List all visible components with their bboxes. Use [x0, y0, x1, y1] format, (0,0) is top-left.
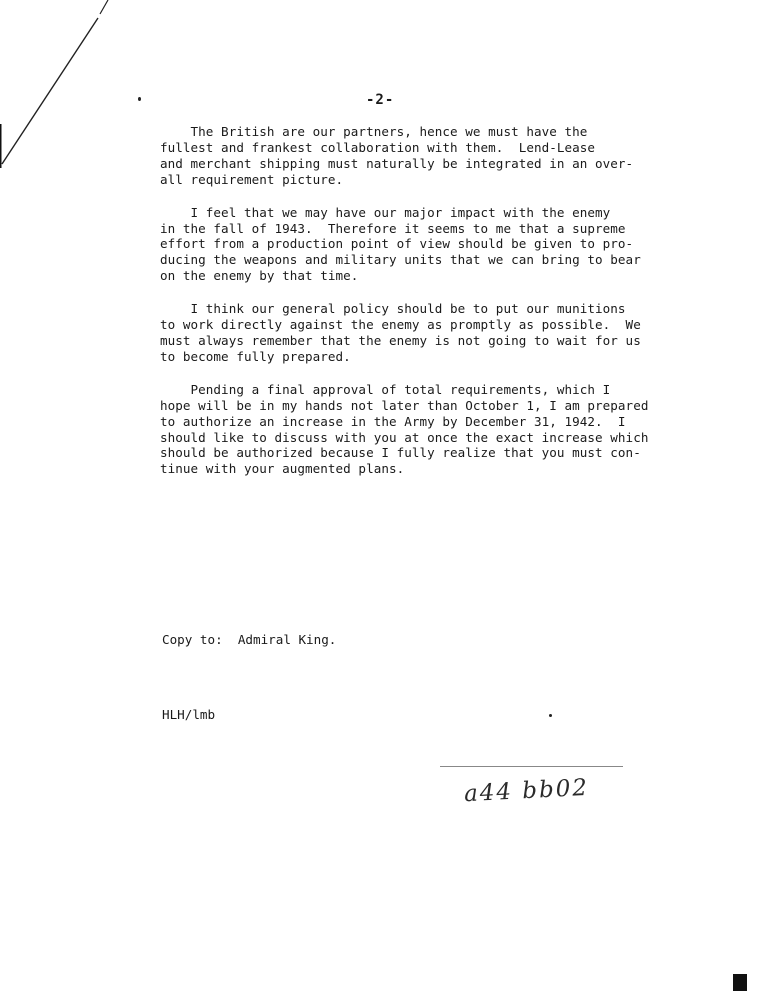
text-line: to authorize an increase in the Army by December 31, 1942. I	[160, 413, 626, 429]
paragraph	[160, 382, 660, 477]
text-line: and merchant shipping must naturally be integrated in an over-	[160, 155, 634, 171]
text-line: Pending a final approval of total requirements, which I	[160, 381, 611, 397]
handwritten-archive-number: a44 bb02	[463, 774, 590, 808]
text-line: on the enemy by that time.	[160, 268, 359, 284]
paragraph	[160, 301, 660, 365]
text-line: in the fall of 1943. Therefore it seems to me that a supreme	[160, 220, 626, 236]
text-line: I think our general policy should be to put our munitions	[160, 301, 626, 317]
text-line: fullest and frankest collaboration with them. Lend-Lease	[160, 139, 596, 155]
divider-line	[440, 766, 623, 767]
text-line: to work directly against the enemy as promptly as possible. We	[160, 317, 641, 333]
text-line: ducing the weapons and military units that we can bring to bear	[160, 252, 641, 268]
letter-body	[160, 124, 660, 494]
ink-speck	[549, 714, 552, 717]
text-line: should be authorized because I fully realize that you must con-	[160, 445, 641, 461]
ink-blot	[733, 974, 747, 991]
text-line: tinue with your augmented plans.	[160, 461, 405, 477]
paragraph	[160, 124, 660, 188]
text-line: to become fully prepared.	[160, 348, 351, 364]
text-line: must always remember that the enemy is not going to wait for us	[160, 332, 641, 348]
page-number: -2-	[366, 92, 395, 108]
ink-speck	[138, 97, 141, 101]
text-line: I feel that we may have our major impact with the enemy	[160, 204, 611, 220]
typist-initials: HLH/lmb	[162, 707, 216, 722]
paragraph	[160, 205, 660, 285]
corner-pen-stroke	[0, 0, 120, 180]
text-line: hope will be in my hands not later than October 1, I am prepared	[160, 397, 649, 413]
text-line: all requirement picture.	[160, 171, 344, 187]
copy-to-line: Copy to: Admiral King.	[162, 632, 337, 647]
text-line: should like to discuss with you at once the exact increase which	[160, 429, 649, 445]
text-line: effort from a production point of view should be given to pro-	[160, 236, 634, 252]
text-line: The British are our partners, hence we must have the	[160, 124, 588, 139]
